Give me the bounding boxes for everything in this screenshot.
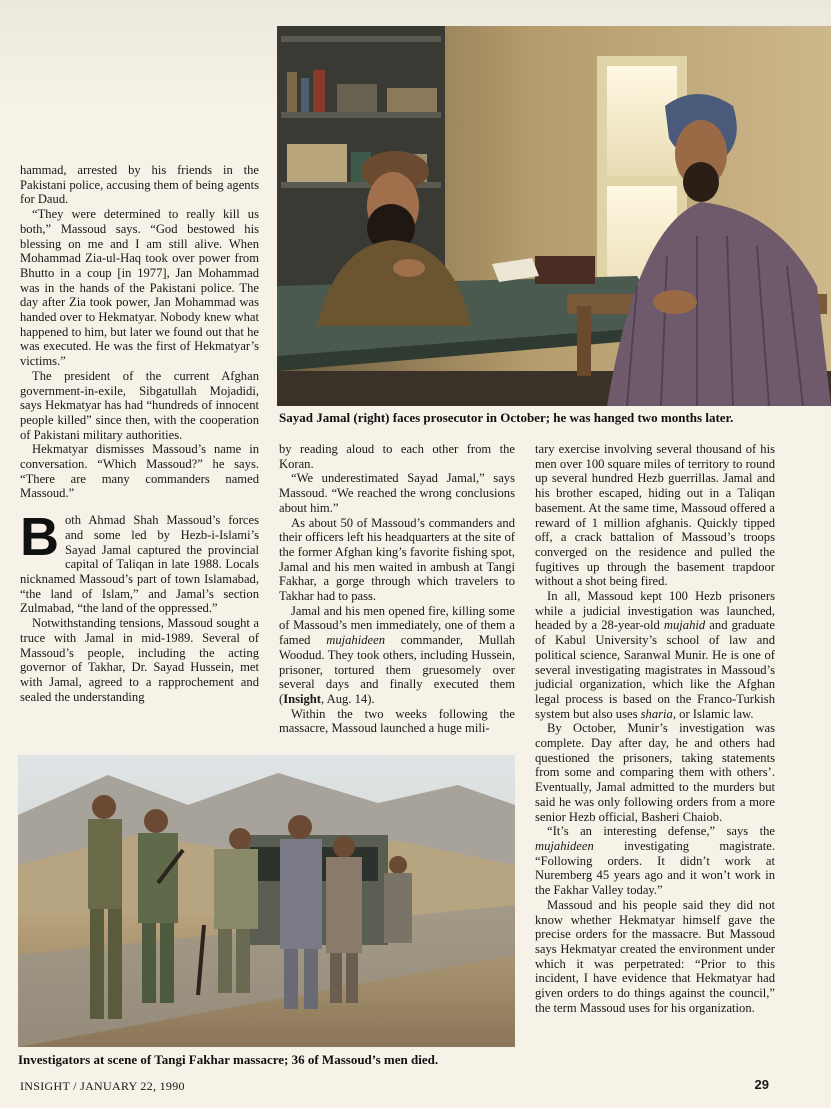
paragraph: By October, Munir’s investigation was complete. Day after day, he and others had questioned the prisoners, taking statements from some and comparing them with others’. Eventually, Jamal admitted to the murders but said he was only following orders from a more senior Hezb official, Basheri Chaiob. bbox=[535, 721, 775, 824]
paragraph bbox=[535, 589, 775, 721]
drop-cap: B bbox=[20, 507, 59, 568]
photo-office-interrogation bbox=[277, 26, 831, 406]
paragraph-text: oth Ahmad Shah Massoud’s forces and some led by Hezb-i-Islami’s Sayad Jamal captured the provincial capital of Taliqan in late 1988. Locals nicknamed Massoud’s part of town Islamabad, “the land of Islam,” and Jamal’s section Zulmabad, “the land of the oppressed.” bbox=[20, 513, 259, 616]
photo-investigators-scene bbox=[18, 755, 515, 1047]
text-run: and graduate of Kabul University’s school of law and political science, Saranwal Munir. He is one of several investigating magistrates in Massoud’s judicial organization, which like the Afghan legal process is based on the Franco-Turkish system but also uses bbox=[535, 618, 775, 721]
paragraph: “They were determined to really kill us both,” Massoud says. “God bestowed his blessing on me and I am still alive. When Mohammad Zia-ul-Haq took over power from Bhutto in a coup [in 1977], Jan Mohammad was in the hands of the Pakistani police. The day after Zia took power, Jan Mohammad was handed over to Hekmatyar. Nobody knew what happened to him, but later we found out that he was executed. He was the first of Hekmatyar’s victims.” bbox=[20, 207, 259, 369]
paragraph: Massoud and his people said they did not know whether Hekmatyar himself gave the precise orders for the massacre. But Massoud says Hekmatyar created the environment under which it was perpetrated: “Prior to this incident, I have evidence that Hekmatyar had given orders to do things against the council,” the term Massoud uses for his organization. bbox=[535, 897, 775, 1015]
text-run: commander, Mullah Woodud. They took others, including Hussein, prisoner, tortured them gruesomely over several days and finally executed them ( bbox=[279, 633, 515, 706]
italic-term: sharia bbox=[640, 706, 673, 721]
paragraph: by reading aloud to each other from the Koran. bbox=[279, 442, 515, 471]
text-run: , or Islamic law. bbox=[672, 706, 754, 721]
page-number: 29 bbox=[754, 1077, 769, 1092]
publication-footer: INSIGHT / JANUARY 22, 1990 bbox=[20, 1079, 185, 1093]
text-run: In all, Massoud kept 100 Hezb prisoners while a judicial investigation was launched, headed by a 28-year-old bbox=[535, 589, 775, 633]
paragraph: The president of the current Afghan government-in-exile, Sibgatullah Mojadidi, says Hekmatyar has had “hundreds of innocent people killed” since then, with the cooperation of Pakistani military authorities. bbox=[20, 368, 259, 442]
photo-caption-bottom: Investigators at scene of Tangi Fakhar massacre; 36 of Massoud’s men died. bbox=[18, 1052, 439, 1067]
paragraph bbox=[279, 604, 515, 707]
article-column-3 bbox=[535, 442, 775, 1015]
paragraph: Hekmatyar dismisses Massoud’s name in conversation. “Which Massoud?” he says. “There are many commanders named Massoud.” bbox=[20, 442, 259, 501]
paragraph: hammad, arrested by his friends in the Pakistani police, accusing them of being agents for Daud. bbox=[20, 163, 259, 207]
photo-caption-top: Sayad Jamal (right) faces prosecutor in October; he was hanged two months later. bbox=[279, 410, 734, 425]
italic-term: mujahid bbox=[663, 618, 706, 633]
paragraph: tary exercise involving several thousand of his men over 100 square miles of territory to round up several hundred Hezb guerrillas. Jamal and his brother escaped, hiding out in a Taliqan basement. At the same time, Massoud offered a reward of 1 million afghanis. Quickly tipped off, a crack battalion of Massoud’s troops converged on the residence and pulled the fugitives up through the basement trapdoor without a shot being fired. bbox=[535, 442, 775, 589]
investigators-photo-illustration bbox=[18, 755, 515, 1047]
paragraph: Notwithstanding tensions, Massoud sought a truce with Jamal in mid-1989. Several of Massoud’s people, including the acting governor of Takhar, Dr. Sayad Hussein, met with Jamal, agreed to a rapprochement and sealed the understanding bbox=[20, 616, 259, 704]
paragraph: “We underestimated Sayad Jamal,” says Massoud. “We reached the wrong conclusions about him.” bbox=[279, 471, 515, 515]
office-photo-illustration bbox=[277, 26, 831, 406]
text-run: investigating magistrate. “Following orders. It didn’t work at Nuremberg 45 years ago and it won’t work in the Fakhar Valley today.” bbox=[535, 838, 775, 898]
text-run: Jamal and his men opened fire, killing some of Massoud’s men immediately, one of them a famed bbox=[279, 603, 515, 648]
italic-term: mujahideen bbox=[535, 838, 594, 853]
article-column-1 bbox=[20, 163, 259, 704]
paragraph bbox=[535, 824, 775, 898]
publication-reference: Insight bbox=[283, 691, 322, 706]
paragraph-with-dropcap bbox=[20, 507, 259, 616]
paragraph: Within the two weeks following the massacre, Massoud launched a huge mili- bbox=[279, 706, 515, 736]
paragraph: As about 50 of Massoud’s commanders and their officers left his headquarters at the site of the former Afghan king’s favorite fishing spot, Jamal and his men waited in ambush at Tangi Fakhar, a gorge through which travelers to Takhar had to pass. bbox=[279, 515, 515, 604]
text-run: , Aug. 14). bbox=[321, 691, 375, 706]
article-column-2 bbox=[279, 442, 515, 736]
text-run: “It’s an interesting defense,” says the bbox=[547, 824, 775, 839]
italic-term: mujahideen bbox=[326, 633, 385, 648]
